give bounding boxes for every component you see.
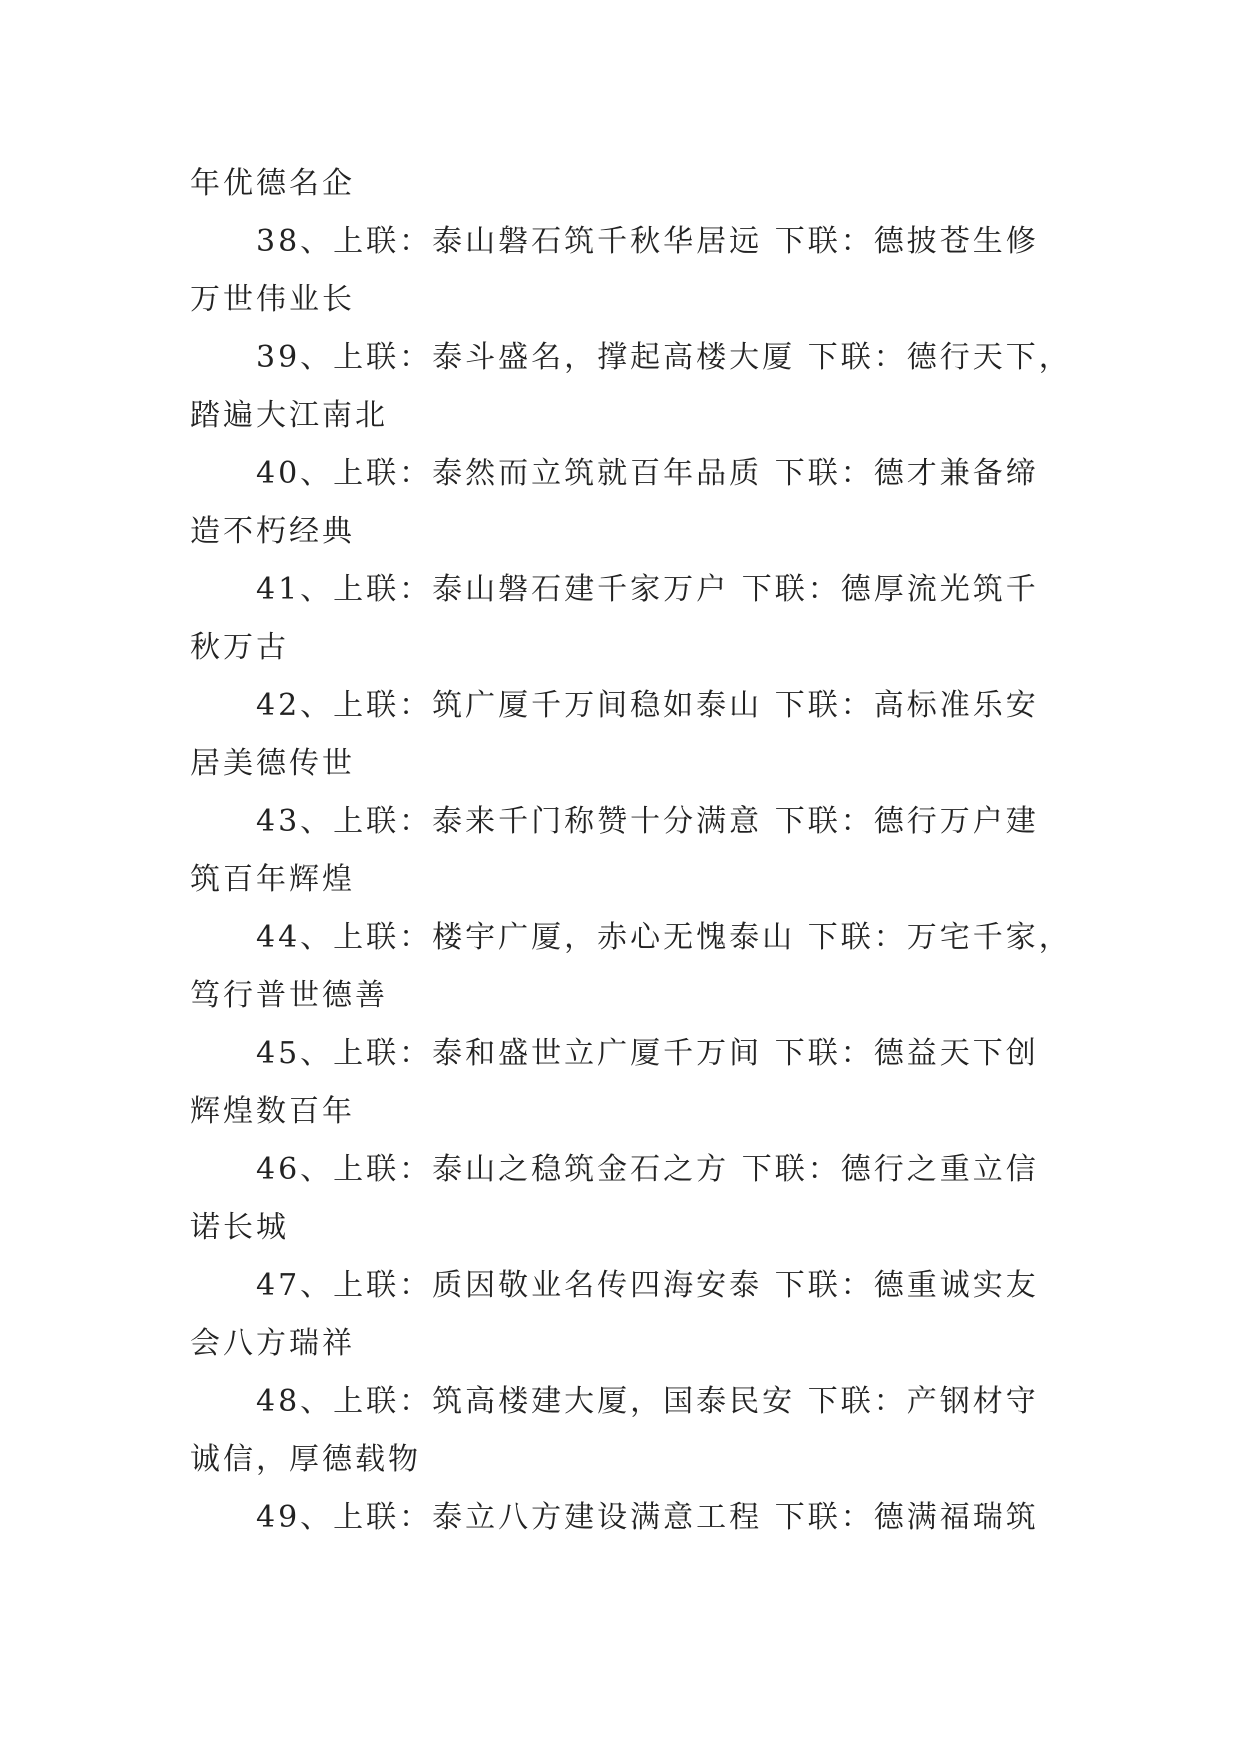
couplet-46-line: 46、上联：泰山之稳筑金石之方 下联：德行之重立信	[256, 1152, 1039, 1187]
couplet-48-line: 48、上联：筑高楼建大厦，国泰民安 下联：产钢材守	[256, 1384, 1039, 1419]
couplet-44-line: 44、上联：楼宇广厦，赤心无愧泰山 下联：万宅千家，	[256, 920, 1072, 955]
couplet-43-line: 43、上联：泰来千门称赞十分满意 下联：德行万户建	[256, 804, 1039, 839]
couplet-45-continuation: 辉煌数百年	[190, 1094, 355, 1129]
couplet-40-continuation: 造不朽经典	[190, 514, 355, 549]
couplet-42-continuation: 居美德传世	[190, 746, 355, 781]
couplet-45-line: 45、上联：泰和盛世立广厦千万间 下联：德益天下创	[256, 1036, 1039, 1071]
couplet-40-line: 40、上联：泰然而立筑就百年品质 下联：德才兼备缔	[256, 456, 1039, 491]
text-line-continuation: 年优德名企	[190, 166, 355, 201]
couplet-49-line: 49、上联：泰立八方建设满意工程 下联：德满福瑞筑	[256, 1500, 1039, 1535]
document-body	[190, 155, 1072, 1547]
couplet-48-continuation: 诚信，厚德载物	[190, 1442, 421, 1477]
couplet-43-continuation: 筑百年辉煌	[190, 862, 355, 897]
couplet-38-continuation: 万世伟业长	[190, 282, 355, 317]
couplet-46-continuation: 诺长城	[190, 1210, 289, 1245]
couplet-44-continuation: 笃行普世德善	[190, 978, 388, 1013]
couplet-41-line: 41、上联：泰山磐石建千家万户 下联：德厚流光筑千	[256, 572, 1039, 607]
couplet-47-continuation: 会八方瑞祥	[190, 1326, 355, 1361]
couplet-41-continuation: 秋万古	[190, 630, 289, 665]
couplet-39-continuation: 踏遍大江南北	[190, 398, 388, 433]
couplet-47-line: 47、上联：质因敬业名传四海安泰 下联：德重诚实友	[256, 1268, 1039, 1303]
couplet-42-line: 42、上联：筑广厦千万间稳如泰山 下联：高标准乐安	[256, 688, 1039, 723]
couplet-39-line: 39、上联：泰斗盛名，撑起高楼大厦 下联：德行天下，	[256, 340, 1072, 375]
couplet-38-line: 38、上联：泰山磐石筑千秋华居远 下联：德披苍生修	[256, 224, 1039, 259]
